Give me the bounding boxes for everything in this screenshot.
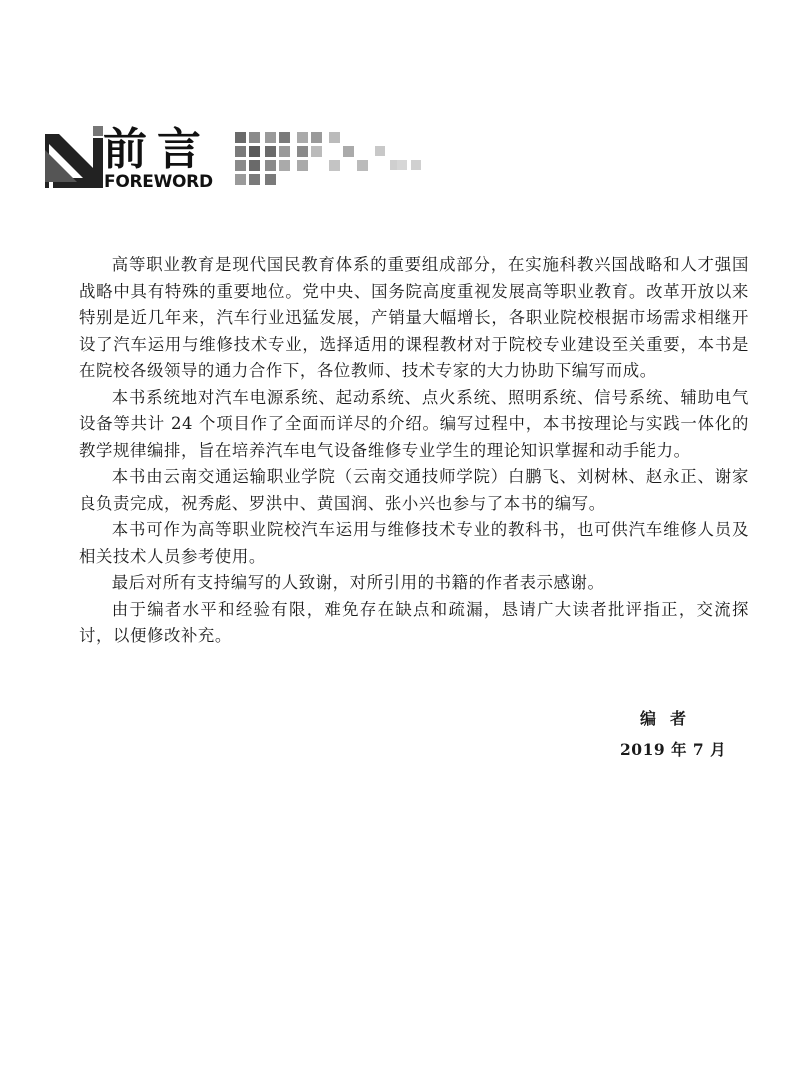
page-subtitle: FOREWORD <box>104 172 213 192</box>
signature-date: 2019 年 7 月 <box>620 740 727 759</box>
foreword-header <box>45 126 475 196</box>
paragraph-3: 本书由云南交通运输职业学院（云南交通技师学院）白鹏飞、刘树林、赵永正、谢家良负责完成，祝秀彪、罗洪中、黄国润、张小兴也参与了本书的编写。 <box>79 467 749 513</box>
page-title: 前言 <box>103 124 211 175</box>
foreword-body <box>79 252 749 650</box>
paragraph-6: 由于编者水平和经验有限，难免存在缺点和疏漏，恳请广大读者批评指正，交流探讨，以便修改补充。 <box>79 599 749 645</box>
decorative-squares <box>45 126 475 196</box>
paragraph-4: 本书可作为高等职业院校汽车运用与维修技术专业的教科书，也可供汽车维修人员及相关技术人员参考使用。 <box>79 520 749 566</box>
paragraph-2: 本书系统地对汽车电源系统、起动系统、点火系统、照明系统、信号系统、辅助电气设备等共计 24 个项目作了全面而详尽的介绍。编写过程中，本书按理论与实践一体化的教学规律编排，旨在培养汽车电气设备维修专业学生的理论知识掌握和动手能力。 <box>79 387 749 460</box>
author-signature: 编者 <box>640 709 701 728</box>
paragraph-1: 高等职业教育是现代国民教育体系的重要组成部分，在实施科教兴国战略和人才强国战略中具有特殊的重要地位。党中央、国务院高度重视发展高等职业教育。改革开放以来特别是近几年来，汽车行业迅猛发展，产销量大幅增长，各职业院校根据市场需求相继开设了汽车运用与维修技术专业，选择适用的课程教材对于院校专业建设至关重要，本书是在院校各级领导的通力合作下，各位教师、技术专家的大力协助下编写而成。 <box>79 255 749 380</box>
paragraph-5: 最后对所有支持编写的人致谢，对所引用的书籍的作者表示感谢。 <box>111 573 605 592</box>
